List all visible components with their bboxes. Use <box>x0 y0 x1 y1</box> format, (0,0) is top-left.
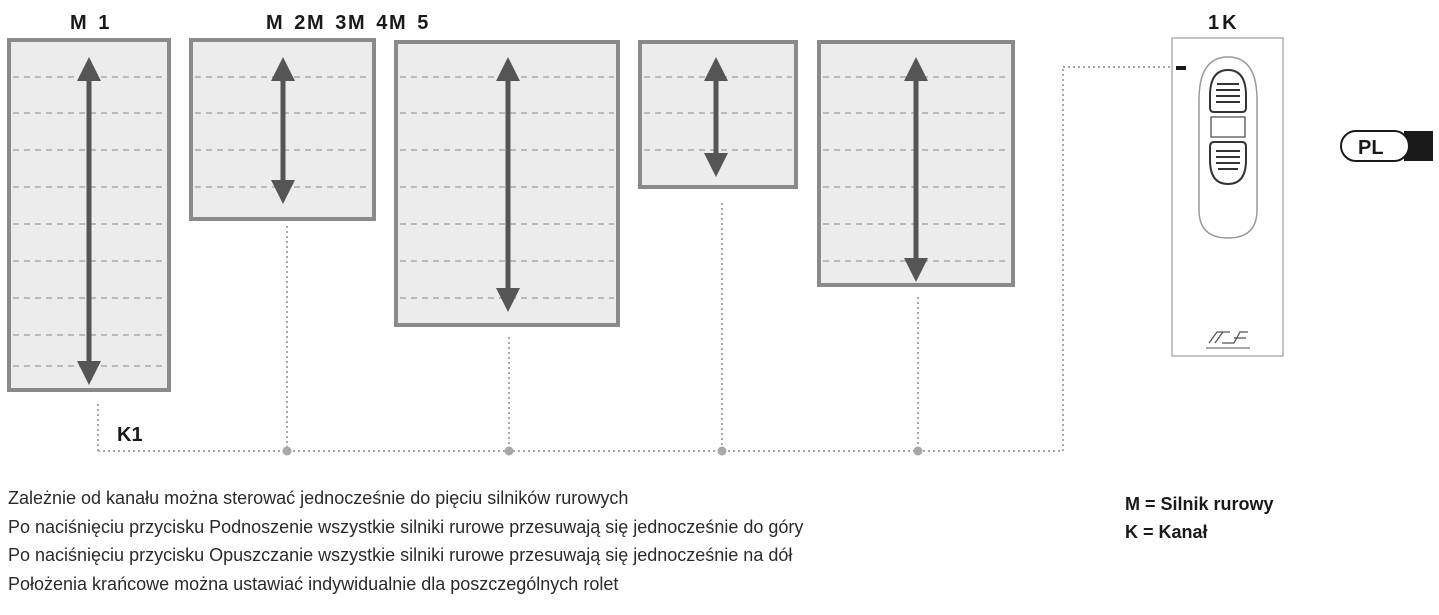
motor-label-m2: M 2 <box>266 12 309 34</box>
description-list <box>8 484 803 598</box>
description-line: Położenia krańcowe można ustawiać indywidualnie dla poszczególnych rolet <box>8 573 619 594</box>
shutter-m2 <box>191 40 374 219</box>
remote-up-button-icon <box>1210 70 1246 112</box>
language-badge-label: PL <box>1358 137 1384 159</box>
motor-label-m1: M 1 <box>70 12 113 34</box>
shutter-m1 <box>9 40 169 390</box>
channel-label: K1 <box>117 424 143 446</box>
remote-down-button-icon <box>1210 142 1246 184</box>
junction-dot <box>283 447 292 456</box>
description-line: Zależnie od kanału można sterować jednocześnie do pięciu silników rurowych <box>8 488 629 508</box>
motor-label-m4: M 4 <box>348 12 391 34</box>
description-line: Po naciśnięciu przycisku Podnoszenie wszystkie silniki rurowe przesuwają się jednocześnie do góry <box>8 516 804 537</box>
legend <box>1125 490 1274 546</box>
junction-dot <box>718 447 727 456</box>
motor-label-m5: M 5 <box>389 12 432 34</box>
junction-dot <box>505 447 514 456</box>
legend-item-motor: M = Silnik rurowy <box>1125 494 1274 514</box>
shutter-m4 <box>640 42 796 187</box>
legend-item-channel: K = Kanał <box>1125 522 1208 542</box>
junction-dot <box>914 447 923 456</box>
motor-label-m3: M 3 <box>307 12 350 34</box>
remote-stop-button-icon <box>1211 117 1245 137</box>
description-line: Po naciśnięciu przycisku Opuszczanie wszystkie silniki rurowe przesuwają się jednocześnie na dół <box>8 545 793 565</box>
language-badge-pl <box>1341 131 1433 161</box>
shutter-m3 <box>396 42 618 325</box>
remote-control <box>1172 38 1283 356</box>
shutter-m5 <box>819 42 1013 285</box>
remote-label: 1K <box>1208 12 1240 34</box>
